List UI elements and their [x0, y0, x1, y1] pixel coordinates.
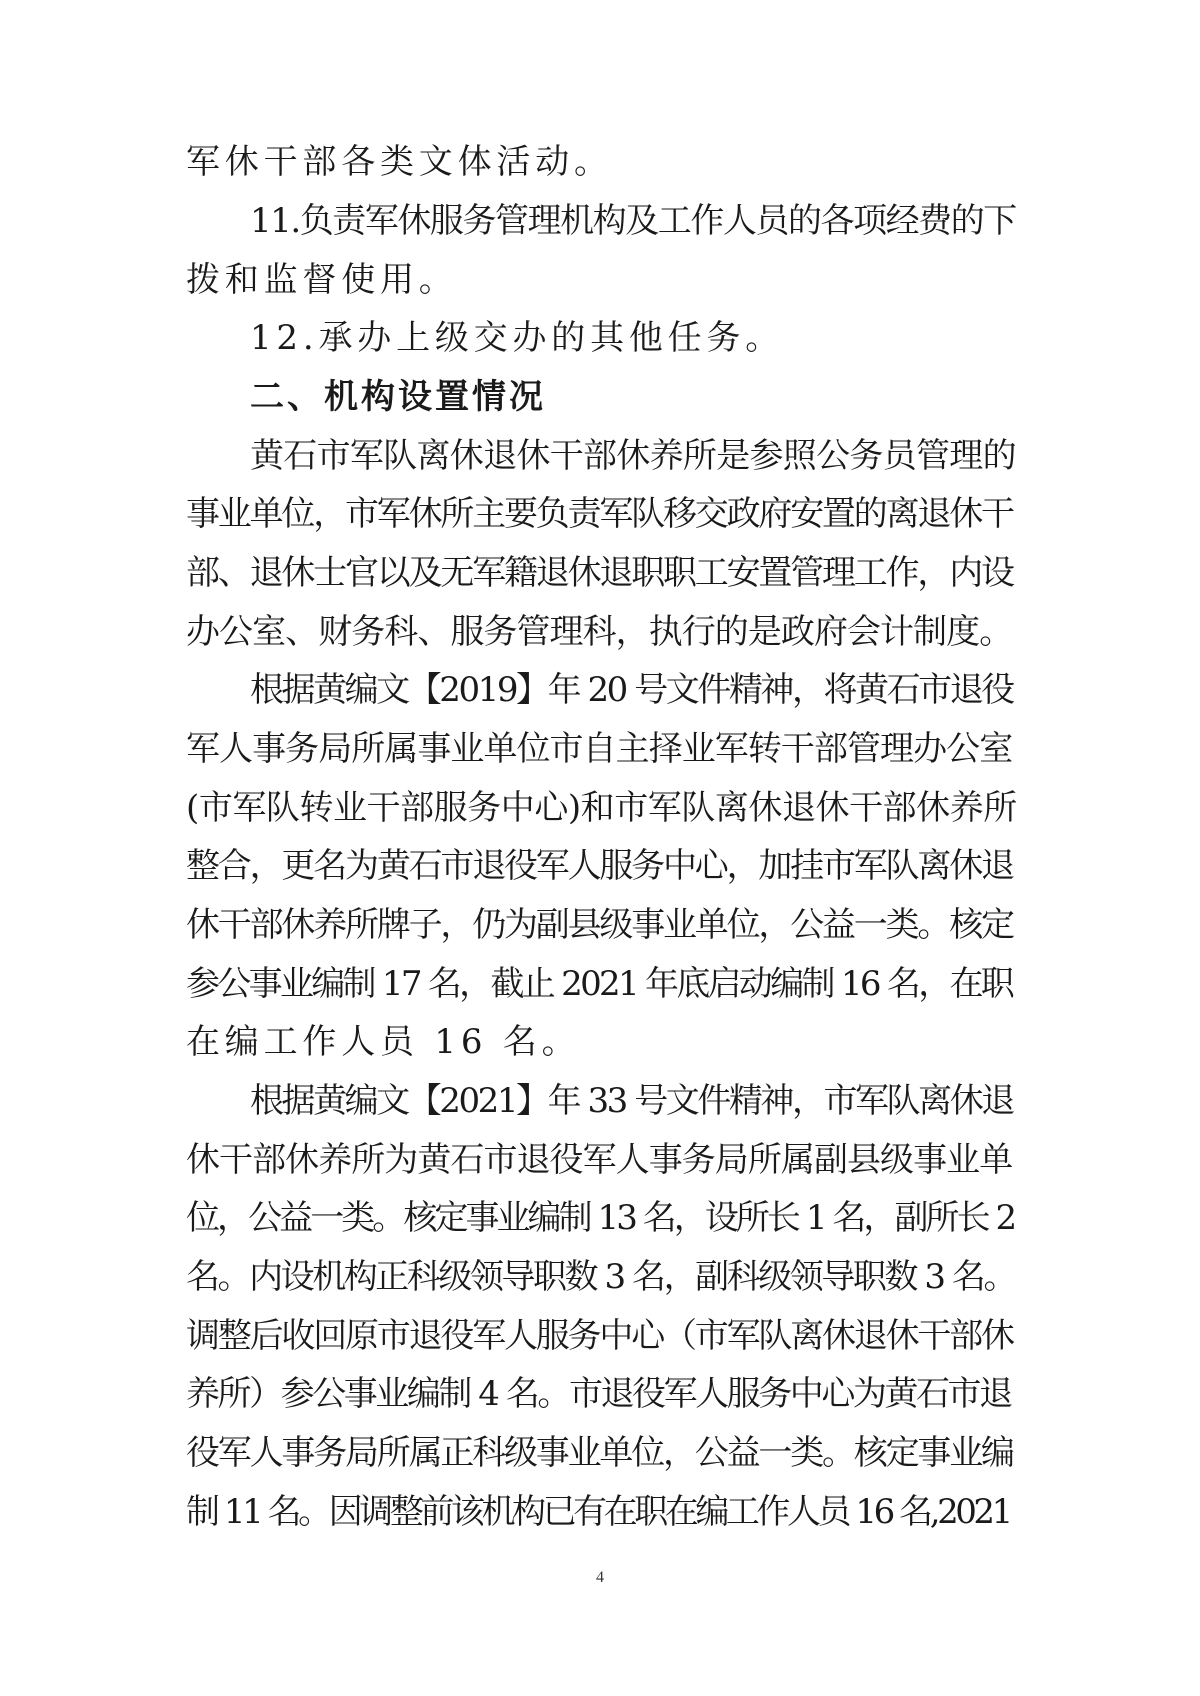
paragraph-line: 参公事业编制 17 名，截止 2021 年底启动编制 16 名，在职: [186, 964, 1013, 1004]
paragraph-line: 养所）参公事业编制 4 名。市退役军人服务中心为黄石市退: [186, 1374, 1011, 1414]
paragraph-line: 在编工作人员 16 名。: [186, 1022, 581, 1062]
list-item-12: 12.承办上级交办的其他任务。: [250, 318, 785, 358]
paragraph-line: 休干部休养所为黄石市退役军人事务局所属副县级事业单: [186, 1140, 1013, 1180]
paragraph-line: 役军人事务局所属正科级事业单位，公益一类。核定事业编: [186, 1433, 1013, 1473]
section-heading: 二、机构设置情况: [250, 377, 546, 417]
paragraph-line: 根据黄编文【2019】年 20 号文件精神，将黄石市退役: [250, 670, 1013, 710]
page-number: 4: [596, 1569, 604, 1586]
paragraph-line: 名。内设机构正科级领导职数 3 名，副科级领导职数 3 名。: [186, 1257, 1015, 1297]
paragraph-line: 休干部休养所牌子，仍为副县级事业单位，公益一类。核定: [186, 905, 1013, 945]
paragraph-line: 军人事务局所属事业单位市自主择业军转干部管理办公室: [186, 729, 1013, 769]
paragraph-line: 整合，更名为黄石市退役军人服务中心，加挂市军队离休退: [186, 846, 1013, 886]
paragraph-line: 事业单位，市军休所主要负责军队移交政府安置的离退休干: [186, 494, 1013, 534]
paragraph-line: 制 11 名。因调整前该机构已有在职在编工作人员 16 名,2021: [186, 1492, 1010, 1532]
paragraph-line: (市军队转业干部服务中心)和市军队离休退休干部休养所: [186, 788, 1017, 828]
paragraph-line: 根据黄编文【2021】年 33 号文件精神，市军队离休退: [250, 1081, 1013, 1121]
paragraph-line: 办公室、财务科、服务管理科，执行的是政府会计制度。: [186, 612, 1013, 652]
paragraph-line: 调整后收回原市退役军人服务中心（市军队离休退休干部休: [186, 1316, 1013, 1356]
paragraph-line: 位，公益一类。核定事业编制 13 名，设所长 1 名，副所长 2: [186, 1198, 1015, 1238]
body-text-line: 拨和监督使用。: [186, 260, 458, 300]
paragraph-line: 部、退休士官以及无军籍退休退职职工安置管理工作，内设: [186, 553, 1013, 593]
list-item-11: 11.负责军休服务管理机构及工作人员的各项经费的下: [250, 201, 1016, 241]
paragraph-line: 黄石市军队离休退休干部休养所是参照公务员管理的: [250, 436, 1016, 476]
body-text-line: 军休干部各类文体活动。: [186, 142, 613, 182]
